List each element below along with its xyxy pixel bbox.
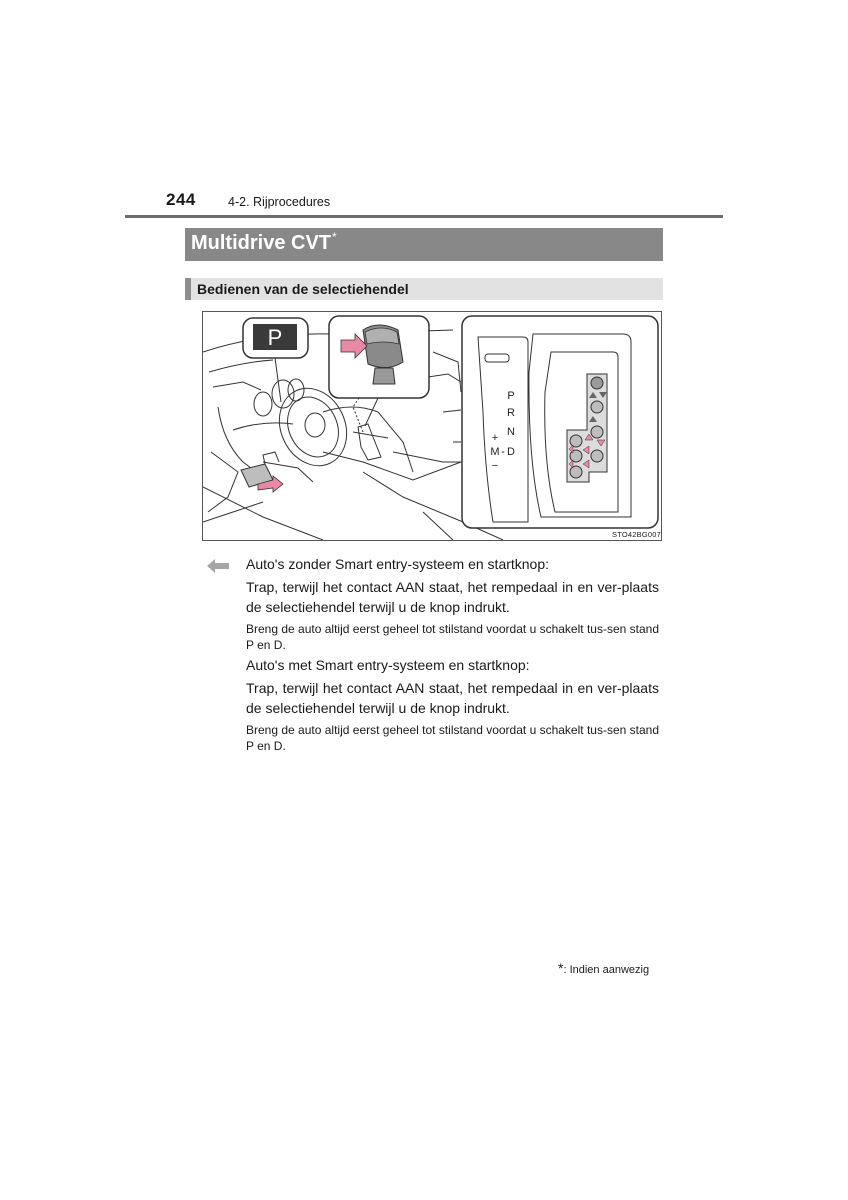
page-number: 244 [166,190,196,209]
figure-code: STO42BG007 [612,530,661,539]
gear-label-r: R [507,407,515,419]
section1-text: Trap, terwijl het contact AAN staat, het rempedaal in en ver-plaats de selectiehendel terwijl u de knop indrukt. [246,579,659,615]
section1-note: Breng de auto altijd eerst geheel tot stilstand voordat u schakelt tus-sen stand P en D. [246,622,659,652]
section2-note: Breng de auto altijd eerst geheel tot stilstand voordat u schakelt tus-sen stand P en D. [246,723,659,753]
footnote [558,960,649,976]
gear-label-minus: − [491,460,499,472]
gear-label-plus: + [491,432,499,444]
section-header: 4-2. Rijprocedures [228,195,331,209]
header-rule [125,215,723,218]
gear-label-d: D [507,446,515,458]
illustration-svg [203,312,661,540]
title-text: Multidrive CVT [191,232,332,254]
title-asterisk: * [332,230,337,244]
section2-text: Trap, terwijl het contact AAN staat, het rempedaal in en ver-plaats de selectiehendel terwijl u de knop indrukt. [246,680,659,716]
gear-label-m: M [490,446,500,458]
page-title [185,228,663,261]
footnote-asterisk: * [558,960,564,976]
section2-heading: Auto's met Smart entry-systeem en startknop: [246,657,530,673]
footnote-text: : Indien aanwezig [563,964,650,976]
gear-label-dash: - [501,446,505,458]
gear-label-n: N [507,426,515,438]
shift-knob-callout [329,316,429,426]
gear-selector-illustration [202,311,662,541]
left-arrow-icon [207,559,231,573]
gear-gate-callout [462,316,658,528]
gear-label-p: P [507,390,515,402]
section-subtitle: Bedienen van de selectiehendel [185,278,663,300]
p-indicator-letter: P [267,325,283,350]
section1-heading: Auto's zonder Smart entry-systeem en startknop: [246,556,550,572]
